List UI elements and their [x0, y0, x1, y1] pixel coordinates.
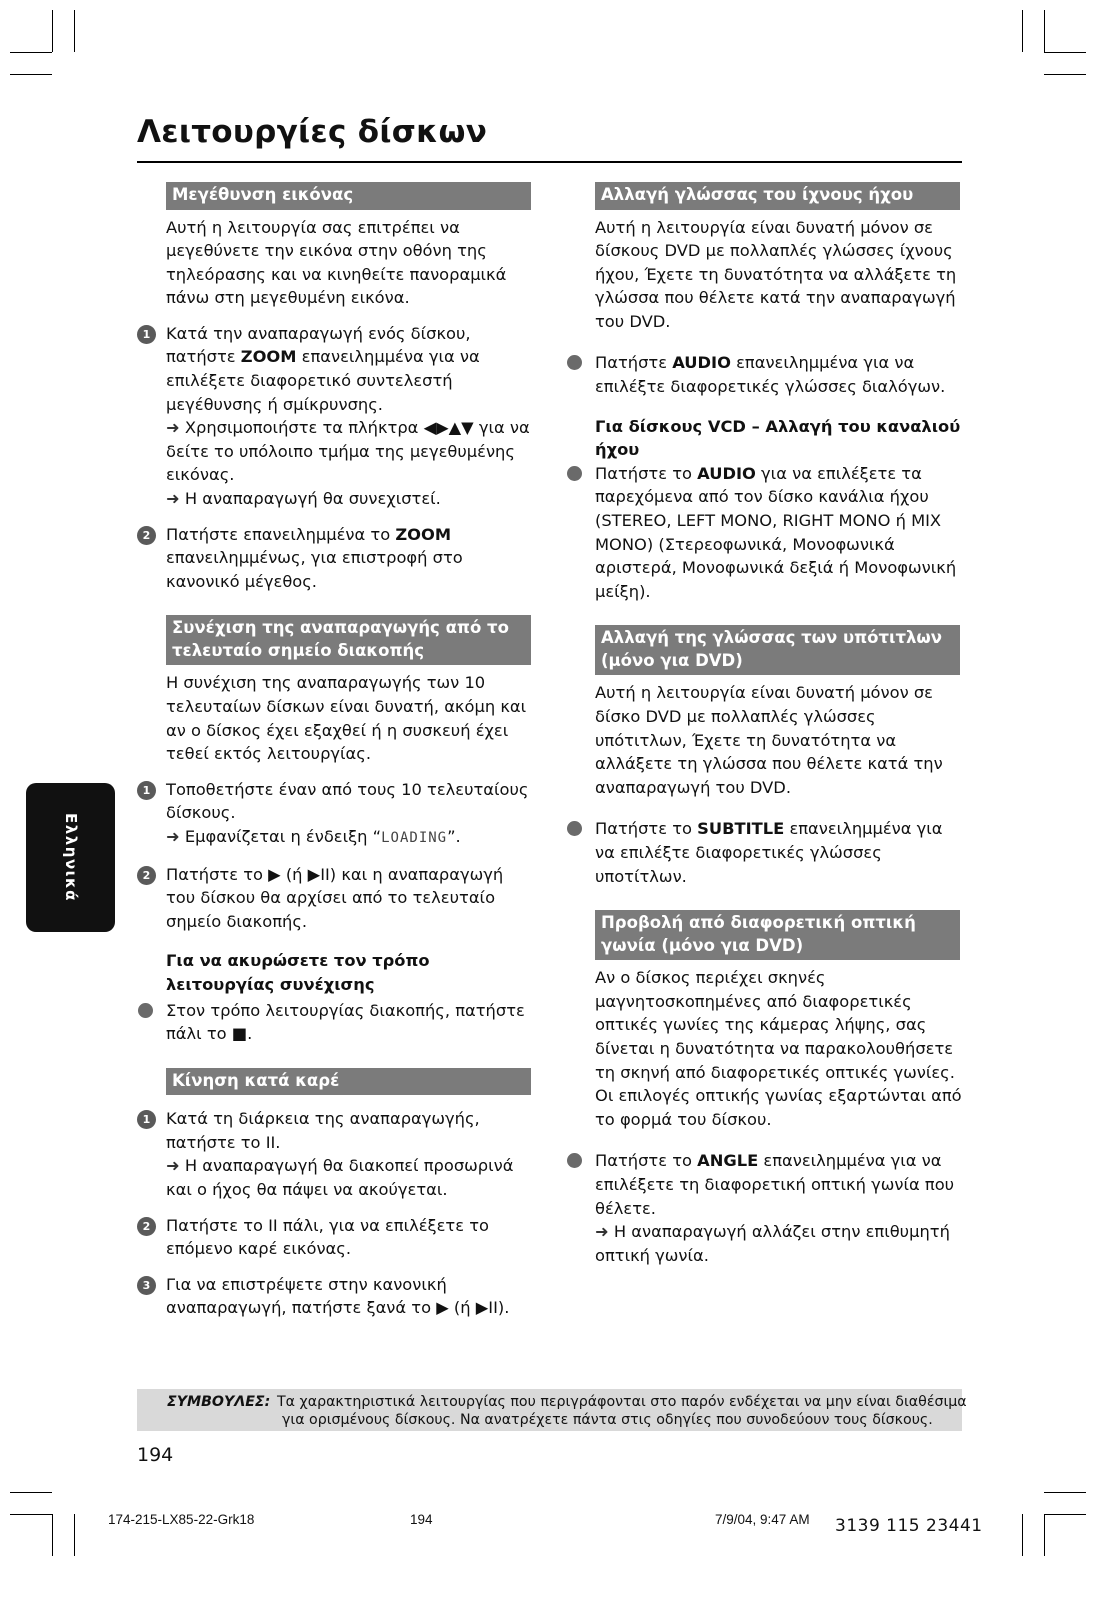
crop-mark	[1044, 10, 1045, 52]
key-name: AUDIO	[672, 353, 731, 373]
key-name: ZOOM	[240, 347, 297, 367]
resume-intro: Η συνέχιση της αναπαραγωγής των 10 τελευταίων δίσκων είναι δυνατή, ακόμη και αν ο δίσκος έχει εξαχθεί ή η συσκευή έχει τεθεί εκτός λειτουργίας.	[166, 673, 527, 764]
step-text: Κατά τη διάρκεια της αναπαραγωγής, πατήστε το II.	[166, 1109, 480, 1152]
crop-mark	[1044, 1492, 1086, 1493]
bullet-text: επανειλημμένα για να επιλέξτε διαφορετικές γλώσσες υποτίτλων.	[595, 819, 943, 886]
bullet-text: Πατήστε το	[595, 1151, 698, 1171]
tips-text-line-2: για ορισμένους δίσκους. Να ανατρέχετε πάντα στις οδηγίες που συνοδεύουν τους δίσκους.	[282, 1412, 933, 1428]
step-number-badge: 1	[137, 325, 156, 344]
step-text: επανειλημμένως, για επιστροφή στο κανονικό μέγεθος.	[166, 548, 463, 591]
crop-mark	[1022, 1514, 1023, 1556]
angle-bullet-1	[566, 1149, 966, 1267]
crop-mark	[52, 1514, 53, 1556]
step-text: Για να επιστρέψετε στην κανονική αναπαραγωγή, πατήστε ξανά το ▶ (ή ▶II).	[166, 1274, 510, 1318]
tips-text-line-1: Τα χαρακτηριστικά λειτουργίας που περιγράφονται στο παρόν ενδέχεται να μην είναι διαθέσιμα	[277, 1394, 967, 1410]
step-text: επανειλημμένα για να επιλέξετε διαφορετικό συντελεστή μεγέθυνσης ή σμίκρυνσης.	[166, 347, 480, 414]
arrow-right-icon: ➜	[166, 418, 180, 438]
audio-bullet-1	[566, 351, 966, 398]
crop-mark	[52, 10, 53, 52]
crop-mark	[1044, 74, 1086, 75]
step-number-badge: 1	[137, 781, 156, 800]
crop-mark	[10, 1514, 52, 1515]
language-side-tab	[26, 783, 115, 932]
section-header-subtitle: Αλλαγή της γλώσσας των υπότιτλων (μόνο για DVD)	[595, 625, 960, 675]
step-result: Η αναπαραγωγή θα διακοπεί προσωρινά και ο ήχος θα πάψει να ακούγεται.	[166, 1156, 514, 1199]
crop-mark	[1044, 1514, 1086, 1515]
step-result: Εμφανίζεται η ένδειξη “	[184, 826, 382, 846]
bullet-icon	[567, 355, 582, 370]
section-header-resume: Συνέχιση της αναπαραγωγής από το τελευταίο σημείο διακοπής	[166, 615, 531, 665]
arrow-right-icon: ➜	[595, 1222, 609, 1242]
arrow-right-icon: ➜	[166, 826, 180, 846]
step-number-badge: 2	[137, 526, 156, 545]
crop-mark	[74, 10, 75, 52]
frame-step-3	[137, 1273, 537, 1320]
bullet-text: Πατήστε το	[595, 819, 698, 839]
section-header-angle: Προβολή από διαφορετική οπτική γωνία (μόνο για DVD)	[595, 910, 960, 960]
frame-step-2	[137, 1214, 537, 1261]
bullet-text: επανειλημμένα για να επιλέξετε τη διαφορετική οπτική γωνία που θέλετε.	[595, 1151, 955, 1218]
bullet-icon	[138, 1003, 153, 1018]
bullet-text: επανειλημμένα για να επιλέξτε διαφορετικές γλώσσες διαλόγων.	[595, 353, 946, 397]
step-number-badge: 1	[137, 1110, 156, 1129]
zoom-intro: Αυτή η λειτουργία σας επιτρέπει να μεγεθύνετε την εικόνα στην οθόνη της τηλεόρασης και να κινηθείτε πανοραμικά πάνω στη μεγεθυμένη εικόνα.	[166, 217, 507, 308]
bullet-result: Η αναπαραγωγή αλλάζει στην επιθυμητή οπτική γωνία.	[595, 1222, 950, 1265]
step-result: Η αναπαραγωγή θα συνεχιστεί.	[184, 489, 441, 509]
zoom-step-2	[137, 523, 537, 594]
step-text: Πατήστε το ▶ (ή ▶II) και η αναπαραγωγή του δίσκου θα αρχίσει από το τελευταίο σημείο διακοπής.	[166, 864, 504, 931]
resume-step-1	[137, 778, 537, 851]
section-header-audio: Αλλαγή γλώσσας του ίχνους ήχου	[595, 182, 960, 210]
footer-page-number: 194	[410, 1512, 433, 1527]
left-column	[137, 182, 537, 1320]
crop-mark	[10, 74, 52, 75]
step-text: Πατήστε επανειλημμένα το	[166, 524, 396, 544]
right-column	[566, 182, 966, 1267]
bullet-text: Πατήστε	[595, 353, 673, 373]
footer-product-code: 3139 115 23441	[835, 1516, 983, 1536]
subtitle-bullet-1	[566, 817, 966, 888]
bullet-icon	[567, 1153, 582, 1168]
resume-cancel-bullet	[137, 999, 537, 1046]
tips-label: ΣΥΜΒΟΥΛΕΣ:	[167, 1394, 271, 1410]
step-text: Πατήστε το II πάλι, για να επιλέξετε το επόμενο καρέ εικόνας.	[166, 1215, 489, 1259]
tips-box	[137, 1389, 967, 1431]
step-text: Κατά την αναπαραγωγή ενός δίσκου, πατήστε	[166, 323, 471, 367]
bullet-text: Στον τρόπο λειτουργίας διακοπής, πατήστε πάλι το ■.	[166, 1000, 525, 1044]
bullet-icon	[567, 821, 582, 836]
bullet-text: για να επιλέξετε τα παρεχόμενα από τον δίσκο κανάλια ήχου (STEREO, LEFT MONO, RIGHT MONO ή MIX MONO) (Στερεοφωνικά, Μονοφωνικά αριστερά, Μονοφωνικά δεξιά ή Μονοφωνική μείξη).	[595, 463, 957, 601]
key-name: ANGLE	[697, 1151, 759, 1171]
crop-mark	[1044, 1514, 1045, 1556]
step-text: Τοποθετήστε έναν από τους 10 τελευταίους δίσκους.	[166, 779, 529, 823]
footer-file-name: 174-215-LX85-22-Grk18	[108, 1512, 255, 1527]
arrow-right-icon: ➜	[166, 1156, 180, 1176]
page-number: 194	[137, 1444, 174, 1466]
key-name: AUDIO	[697, 463, 756, 483]
section-header-zoom: Μεγέθυνση εικόνας	[166, 182, 531, 210]
step-number-badge: 2	[137, 1217, 156, 1236]
crop-mark	[10, 1492, 52, 1493]
zoom-step-1	[137, 322, 537, 511]
crop-mark	[74, 1514, 75, 1556]
crop-mark	[1022, 10, 1023, 52]
bullet-icon	[567, 466, 582, 481]
angle-intro: Αν ο δίσκος περιέχει σκηνές μαγνητοσκοπημένες από διαφορετικές οπτικές γωνίες της κάμερας λήψης, σας δίνεται η δυνατότητα να παρακολουθήσετε τη σκηνή από διαφορετικές οπτικές γωνίες. Οι επιλογές οπτικής γωνίας εξαρτώνται από το φορμά του δίσκου.	[595, 968, 962, 1129]
language-side-tab-label: Ελληνικά	[62, 813, 80, 902]
page-title: Λειτουργίες δίσκων	[137, 114, 488, 150]
crop-mark	[1044, 52, 1086, 53]
resume-step-2	[137, 863, 537, 934]
step-result: ”.	[447, 826, 461, 846]
audio-vcd-title: Για δίσκους VCD – Αλλαγή του καναλιού ήχου	[595, 416, 961, 460]
arrow-right-icon: ➜	[166, 489, 180, 509]
lcd-display-text: LOADING	[381, 829, 448, 846]
step-result: Χρησιμοποιήστε τα πλήκτρα ◀▶▲▼ για να δείτε το υπόλοιπο τμήμα της μεγεθυμένης εικόνας.	[166, 418, 530, 485]
resume-cancel-title: Για να ακυρώσετε τον τρόπο λειτουργίας συνέχισης	[166, 951, 430, 994]
title-rule	[137, 161, 962, 163]
step-number-badge: 2	[137, 866, 156, 885]
bullet-text: Πατήστε το	[595, 463, 698, 483]
audio-intro: Αυτή η λειτουργία είναι δυνατή μόνον σε δίσκους DVD με πολλαπλές γλώσσες ίχνους ήχου, Έχετε τη δυνατότητα να αλλάξετε τη γλώσσα που θέλετε κατά την αναπαραγωγή του DVD.	[595, 217, 957, 331]
footer-timestamp: 7/9/04, 9:47 AM	[715, 1512, 810, 1527]
crop-mark	[10, 52, 52, 53]
section-header-frame: Κίνηση κατά καρέ	[166, 1068, 531, 1096]
audio-bullet-2	[566, 462, 966, 604]
key-name: ZOOM	[395, 524, 452, 544]
subtitle-intro: Αυτή η λειτουργία είναι δυνατή μόνον σε δίσκο DVD με πολλαπλές γλώσσες υπότιτλων, Έχετε τη δυνατότητα να αλλάξετε τη γλώσσα που θέλετε κατά την αναπαραγωγή του DVD.	[595, 683, 943, 797]
step-number-badge: 3	[137, 1276, 156, 1295]
frame-step-1	[137, 1107, 537, 1201]
key-name: SUBTITLE	[697, 819, 785, 839]
